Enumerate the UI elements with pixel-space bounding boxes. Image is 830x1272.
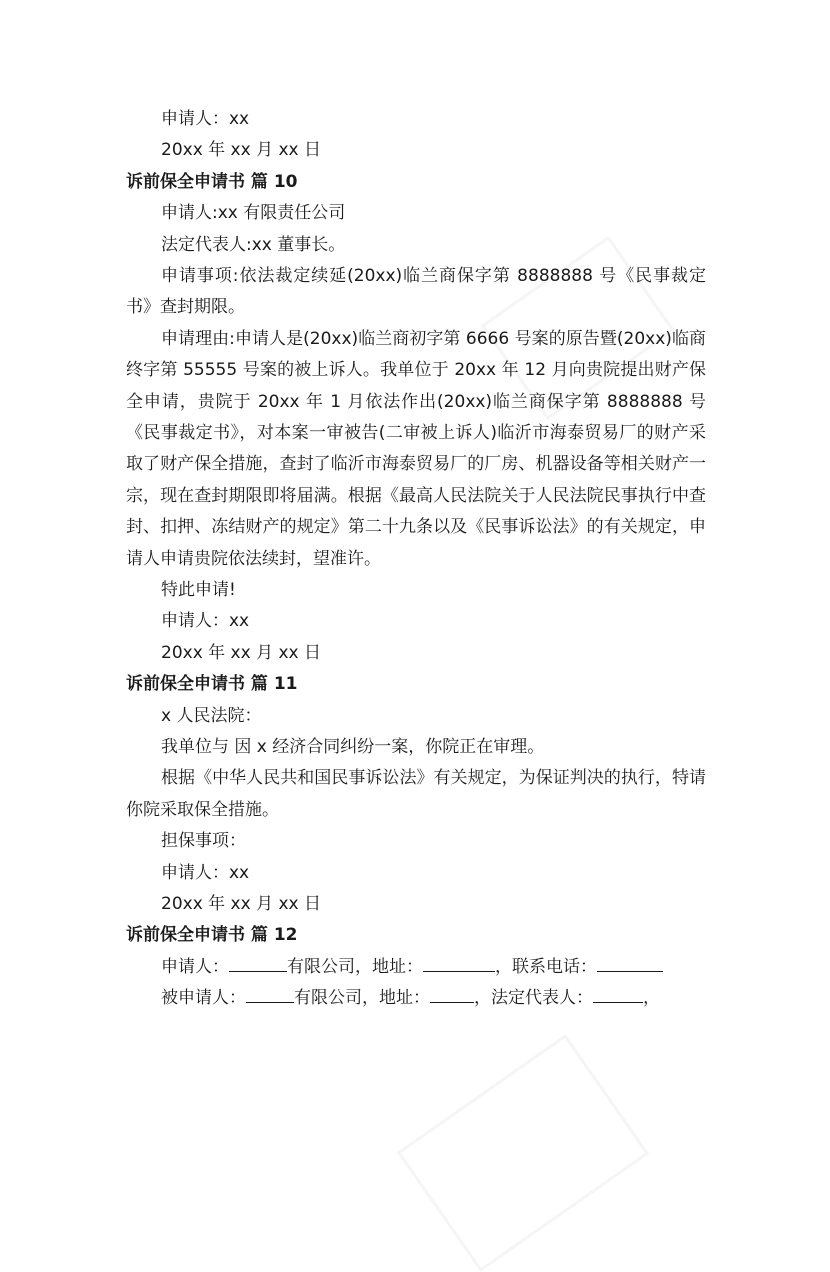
- blank-field: [229, 953, 287, 972]
- section-heading-12: 诉前保全申请书 篇 12: [126, 925, 298, 946]
- company-address-label: 有限公司，地址：: [287, 956, 423, 977]
- phone-label: ，联系电话：: [495, 956, 597, 977]
- signature-line: 申请人：xx: [161, 862, 250, 883]
- applicant-line: 申请人:xx 有限责任公司: [161, 203, 346, 224]
- document-body: [126, 104, 706, 1015]
- application-reason-paragraph: 申请理由:申请人是(20xx)临兰商初字第 6666 号案的原告暨(20xx)临商终字第 55555 号案的被上诉人。我单位于 20xx 年 12 月向贵院提出财产保全申请，贵院于 20xx 年 1 月依法作出(20xx)临兰商保字第 8888888 号《民事裁定书》，对本案一审被告(二审被上诉人)临沂市海泰贸易厂的财产采取了财产保全措施，查封了临沂市海泰贸易厂的厂房、机器设备等相关财产一宗，现在查封期限即将届满。根据《最高人民法院关于人民法院民事执行中查封、扣押、冻结财产的规定》第二十九条以及《民事诉讼法》的有关规定，申请人申请贵院依法续封，望准许。: [126, 328, 706, 569]
- guarantee-line: 担保事项：: [161, 831, 246, 852]
- applicant-label: 申请人：: [161, 956, 229, 977]
- applicant-line: 申请人：xx: [161, 109, 250, 129]
- line-end-comma: ，: [643, 988, 660, 1009]
- company-address-label: 有限公司，地址：: [294, 988, 430, 1009]
- blank-field: [593, 984, 643, 1003]
- blank-field: [430, 984, 474, 1003]
- signature-line: 申请人：xx: [161, 611, 250, 632]
- legal-rep-line: 法定代表人:xx 董事长。: [161, 234, 346, 255]
- date-line: 20xx 年 xx 月 xx 日: [161, 642, 322, 663]
- applicant-form-line: [126, 952, 706, 983]
- request-paragraph: 根据《中华人民共和国民事诉讼法》有关规定，为保证判决的执行，特请你院采取保全措施。: [126, 768, 706, 820]
- section-heading-10: 诉前保全申请书 篇 10: [126, 171, 298, 192]
- case-line: 我单位与 因 x 经济合同纠纷一案，你院正在审理。: [161, 736, 545, 757]
- respondent-label: 被申请人：: [161, 988, 246, 1009]
- blank-field: [246, 984, 294, 1003]
- watermark-mark: [397, 1034, 649, 1272]
- legal-rep-label: ，法定代表人：: [474, 988, 593, 1009]
- blank-field: [423, 953, 495, 972]
- court-line: x 人民法院：: [161, 705, 262, 726]
- closing-line: 特此申请!: [161, 580, 236, 601]
- section-heading-11: 诉前保全申请书 篇 11: [126, 674, 298, 695]
- date-line: 20xx 年 xx 月 xx 日: [161, 893, 322, 914]
- respondent-form-line: [126, 983, 706, 1014]
- application-matter-paragraph: 申请事项:依法裁定续延(20xx)临兰商保字第 8888888 号《民事裁定书》查封期限。: [126, 265, 706, 318]
- date-line: 20xx 年 xx 月 xx 日: [161, 140, 322, 161]
- blank-field: [597, 953, 663, 972]
